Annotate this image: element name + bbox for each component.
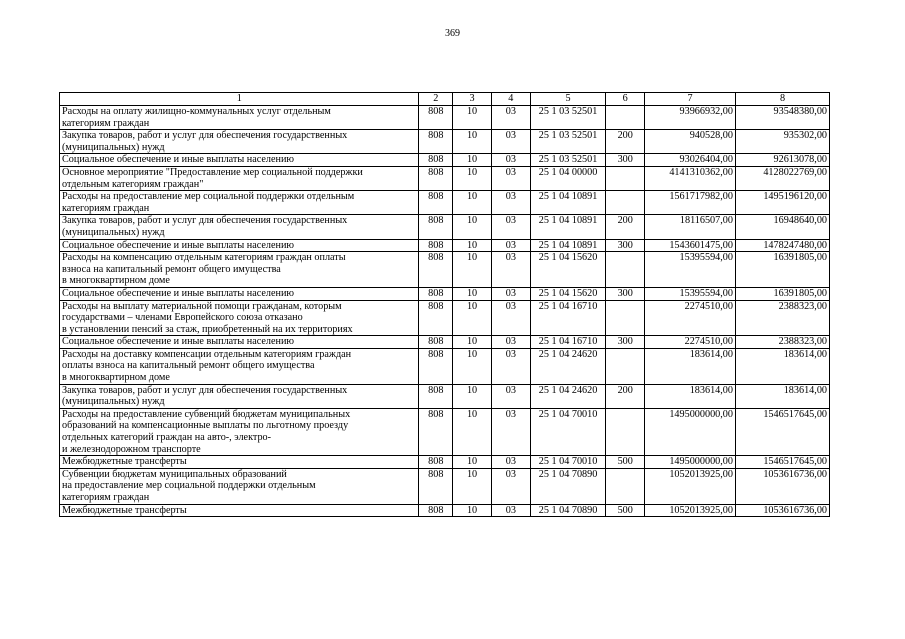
table-row [60,130,830,154]
cell-section: 10 [453,215,492,239]
cell-target-article: 25 1 04 00000 [530,166,606,190]
cell-amount-1: 18116507,00 [645,215,736,239]
cell-target-article: 25 1 04 15620 [530,252,606,288]
cell-subsection: 03 [491,239,530,252]
cell-amount-1: 2274510,00 [645,336,736,349]
cell-subsection: 03 [491,348,530,384]
cell-ved: 808 [419,468,453,504]
cell-name: Расходы на предоставление мер социальной поддержки отдельным категориям граждан [60,191,419,215]
cell-ved: 808 [419,408,453,455]
cell-subsection: 03 [491,215,530,239]
cell-expense-type: 500 [606,504,645,517]
cell-expense-type [606,468,645,504]
cell-expense-type [606,191,645,215]
cell-ved: 808 [419,154,453,167]
cell-subsection: 03 [491,408,530,455]
cell-target-article: 25 1 04 16710 [530,300,606,336]
cell-section: 10 [453,300,492,336]
cell-ved: 808 [419,348,453,384]
cell-section: 10 [453,348,492,384]
cell-section: 10 [453,106,492,130]
cell-amount-1: 93026404,00 [645,154,736,167]
cell-expense-type [606,166,645,190]
cell-ved: 808 [419,215,453,239]
cell-amount-2: 2388323,00 [735,300,829,336]
header-col-2: 2 [419,93,453,106]
table-row [60,239,830,252]
cell-amount-1: 4141310362,00 [645,166,736,190]
cell-target-article: 25 1 03 52501 [530,154,606,167]
budget-table [59,92,830,517]
cell-amount-2: 1495196120,00 [735,191,829,215]
cell-amount-2: 4128022769,00 [735,166,829,190]
cell-amount-1: 1052013925,00 [645,504,736,517]
cell-target-article: 25 1 04 70010 [530,456,606,469]
header-col-1: 1 [60,93,419,106]
header-col-8: 8 [735,93,829,106]
cell-ved: 808 [419,384,453,408]
cell-target-article: 25 1 04 70890 [530,468,606,504]
cell-target-article: 25 1 04 70010 [530,408,606,455]
table-row [60,456,830,469]
cell-subsection: 03 [491,384,530,408]
cell-name: Расходы на компенсацию отдельным категориям граждан оплаты взноса на капитальный ремонт общего имущества в многоквартирном доме [60,252,419,288]
cell-name: Субвенции бюджетам муниципальных образований на предоставление мер социальной поддержки отдельным категориям граждан [60,468,419,504]
cell-section: 10 [453,504,492,517]
table-row [60,287,830,300]
cell-name: Закупка товаров, работ и услуг для обеспечения государственных (муниципальных) нужд [60,130,419,154]
cell-amount-2: 1053616736,00 [735,468,829,504]
cell-amount-1: 2274510,00 [645,300,736,336]
cell-target-article: 25 1 04 24620 [530,348,606,384]
cell-subsection: 03 [491,336,530,349]
cell-section: 10 [453,239,492,252]
cell-ved: 808 [419,191,453,215]
cell-section: 10 [453,154,492,167]
cell-section: 10 [453,130,492,154]
cell-expense-type [606,348,645,384]
cell-expense-type [606,106,645,130]
cell-name: Социальное обеспечение и иные выплаты населению [60,154,419,167]
cell-ved: 808 [419,287,453,300]
cell-expense-type: 300 [606,154,645,167]
cell-amount-1: 1495000000,00 [645,456,736,469]
cell-amount-1: 1495000000,00 [645,408,736,455]
cell-subsection: 03 [491,191,530,215]
cell-ved: 808 [419,239,453,252]
cell-ved: 808 [419,130,453,154]
header-row [60,93,830,106]
cell-target-article: 25 1 04 10891 [530,191,606,215]
table-row [60,215,830,239]
table-row [60,504,830,517]
cell-section: 10 [453,336,492,349]
cell-amount-2: 1053616736,00 [735,504,829,517]
cell-name: Закупка товаров, работ и услуг для обеспечения государственных (муниципальных) нужд [60,384,419,408]
cell-amount-1: 15395594,00 [645,287,736,300]
cell-subsection: 03 [491,166,530,190]
cell-target-article: 25 1 03 52501 [530,106,606,130]
cell-target-article: 25 1 04 15620 [530,287,606,300]
cell-target-article: 25 1 04 70890 [530,504,606,517]
cell-name: Расходы на выплату материальной помощи гражданам, которым государствами – членами Европейского союза отказано в установлении пенсий за стаж, приобретенный на их территориях [60,300,419,336]
table-row [60,106,830,130]
cell-expense-type [606,300,645,336]
table-row [60,191,830,215]
cell-section: 10 [453,287,492,300]
cell-expense-type: 300 [606,239,645,252]
cell-subsection: 03 [491,154,530,167]
cell-subsection: 03 [491,456,530,469]
cell-name: Социальное обеспечение и иные выплаты населению [60,336,419,349]
cell-amount-1: 1052013925,00 [645,468,736,504]
cell-amount-2: 1478247480,00 [735,239,829,252]
cell-amount-2: 935302,00 [735,130,829,154]
cell-ved: 808 [419,456,453,469]
cell-subsection: 03 [491,504,530,517]
cell-section: 10 [453,408,492,455]
cell-name: Межбюджетные трансферты [60,456,419,469]
table-row [60,300,830,336]
table-row [60,468,830,504]
cell-amount-1: 1561717982,00 [645,191,736,215]
cell-subsection: 03 [491,287,530,300]
cell-subsection: 03 [491,106,530,130]
cell-ved: 808 [419,166,453,190]
cell-target-article: 25 1 04 24620 [530,384,606,408]
cell-amount-2: 2388323,00 [735,336,829,349]
cell-ved: 808 [419,504,453,517]
cell-amount-1: 1543601475,00 [645,239,736,252]
cell-target-article: 25 1 04 10891 [530,215,606,239]
table-row [60,348,830,384]
table-row [60,408,830,455]
cell-expense-type [606,252,645,288]
cell-expense-type [606,408,645,455]
cell-name: Межбюджетные трансферты [60,504,419,517]
table-row [60,154,830,167]
cell-target-article: 25 1 03 52501 [530,130,606,154]
header-col-7: 7 [645,93,736,106]
table-row [60,252,830,288]
cell-subsection: 03 [491,130,530,154]
cell-name: Расходы на предоставление субвенций бюджетам муниципальных образований на компенсационные выплаты по льготному проезду отдельных категорий граждан на авто-, электро- и железнодорожном транспорте [60,408,419,455]
cell-subsection: 03 [491,300,530,336]
cell-name: Социальное обеспечение и иные выплаты населению [60,239,419,252]
cell-amount-1: 940528,00 [645,130,736,154]
cell-section: 10 [453,191,492,215]
cell-target-article: 25 1 04 10891 [530,239,606,252]
page-number: 369 [445,28,460,39]
cell-section: 10 [453,252,492,288]
cell-ved: 808 [419,336,453,349]
cell-name: Основное мероприятие "Предоставление мер социальной поддержки отдельным категориям граждан" [60,166,419,190]
cell-amount-2: 92613078,00 [735,154,829,167]
cell-amount-2: 16391805,00 [735,252,829,288]
header-col-5: 5 [530,93,606,106]
cell-amount-1: 93966932,00 [645,106,736,130]
cell-expense-type: 300 [606,336,645,349]
cell-section: 10 [453,166,492,190]
cell-ved: 808 [419,106,453,130]
cell-amount-1: 183614,00 [645,384,736,408]
cell-name: Закупка товаров, работ и услуг для обеспечения государственных (муниципальных) нужд [60,215,419,239]
table-row [60,384,830,408]
cell-amount-1: 15395594,00 [645,252,736,288]
cell-section: 10 [453,456,492,469]
table-row [60,336,830,349]
header-col-3: 3 [453,93,492,106]
cell-amount-2: 183614,00 [735,348,829,384]
cell-subsection: 03 [491,252,530,288]
cell-expense-type: 200 [606,130,645,154]
cell-amount-2: 93548380,00 [735,106,829,130]
cell-amount-2: 183614,00 [735,384,829,408]
cell-expense-type: 500 [606,456,645,469]
cell-expense-type: 300 [606,287,645,300]
cell-target-article: 25 1 04 16710 [530,336,606,349]
cell-name: Социальное обеспечение и иные выплаты населению [60,287,419,300]
cell-ved: 808 [419,252,453,288]
cell-ved: 808 [419,300,453,336]
cell-subsection: 03 [491,468,530,504]
cell-amount-2: 1546517645,00 [735,408,829,455]
cell-amount-2: 1546517645,00 [735,456,829,469]
cell-amount-1: 183614,00 [645,348,736,384]
cell-expense-type: 200 [606,384,645,408]
table-body [60,106,830,517]
cell-amount-2: 16948640,00 [735,215,829,239]
cell-amount-2: 16391805,00 [735,287,829,300]
table-row [60,166,830,190]
cell-name: Расходы на доставку компенсации отдельным категориям граждан оплаты взноса на капитальный ремонт общего имущества в многоквартирном доме [60,348,419,384]
cell-section: 10 [453,468,492,504]
cell-expense-type: 200 [606,215,645,239]
cell-section: 10 [453,384,492,408]
cell-name: Расходы на оплату жилищно-коммунальных услуг отдельным категориям граждан [60,106,419,130]
header-col-4: 4 [491,93,530,106]
header-col-6: 6 [606,93,645,106]
